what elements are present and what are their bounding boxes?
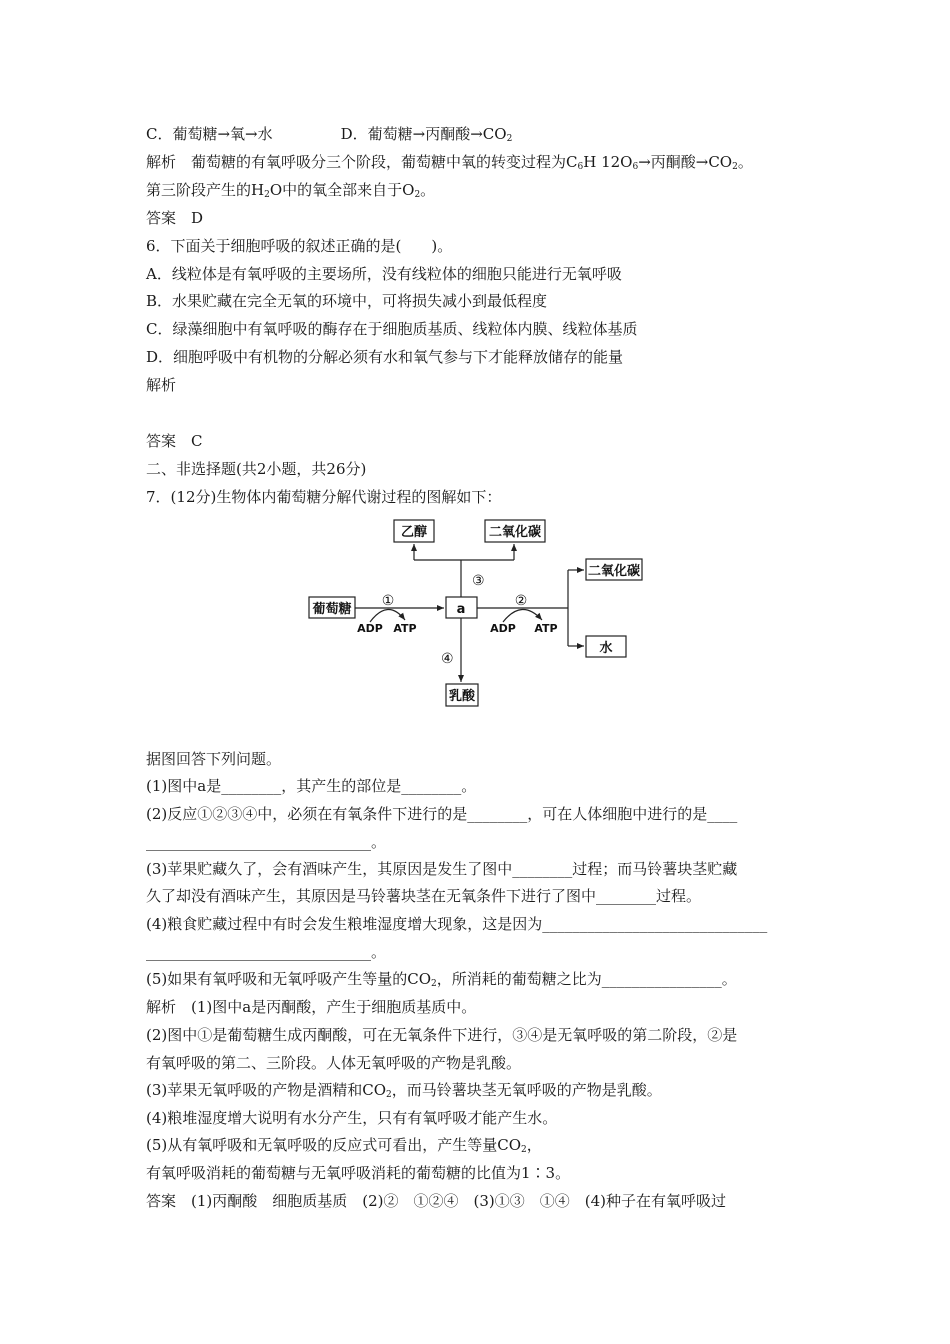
q7-subquestion-1: (1)图中a是________，其产生的部位是________。 [146, 777, 477, 795]
q5-analysis-line1: 解析 葡萄糖的有氧呼吸分三个阶段，葡萄糖中氧的转变过程为$C_6H$ $12O_6\to$丙酮酸$\to CO_2$。 [146, 153, 753, 172]
q6-option-b: B．水果贮藏在完全无氧的环境中，可将损失减小到最低程度 [146, 292, 548, 310]
q7-analysis-3: (3)苹果无氧呼吸的产物是酒精和$CO_2$，而马铃薯块茎无氧呼吸的产物是乳酸。 [146, 1081, 662, 1100]
q5-option-d: D．葡萄糖→丙酮酸→CO [340, 125, 507, 143]
q7-analysis-5: (5)从有氧呼吸和无氧呼吸的反应式可看出，产生等量$CO_2$， [146, 1136, 542, 1155]
q6-option-c: C．绿藻细胞中有氧呼吸的酶存在于细胞质基质、线粒体内膜、线粒体基质 [146, 320, 638, 338]
a-label: a [456, 602, 466, 617]
water-label: 水 [599, 641, 613, 656]
q7-analysis-2-line1: (2)图中①是葡萄糖生成丙酮酸，可在无氧条件下进行，③④是无氧呼吸的第二阶段，②是 [146, 1026, 738, 1044]
q7-subquestion-3-line1: (3)苹果贮藏久了，会有酒味产生，其原因是发生了图中________过程；而马铃薯块茎贮藏 [146, 860, 738, 878]
q7-subquestion-2-line2: ______________________________。 [146, 833, 387, 851]
atp-1-label: ATP [393, 622, 417, 635]
adp-1-label: ADP [357, 622, 383, 635]
step-4-label: ④ [441, 651, 454, 667]
glucose-label: 葡萄糖 [312, 602, 352, 617]
co2-top-label: 二氧化碳 [488, 525, 542, 540]
q6-stem: 6．下面关于细胞呼吸的叙述正确的是( )。 [146, 237, 453, 255]
q5-option-c: C．葡萄糖→氧→水 [146, 125, 273, 143]
q5-options-cd: C．葡萄糖→氧→水 D．葡萄糖→丙酮酸$\to CO_2$ [146, 125, 513, 144]
q6-analysis: 解析 [146, 376, 177, 394]
q7-answer: 答案 (1)丙酮酸 细胞质基质 (2)② ①②④ (3)①③ ①④ (4)种子在有氧呼吸过 [146, 1192, 726, 1210]
q7-subquestion-4-line2: ______________________________。 [146, 943, 387, 961]
q7-subquestion-4-line1: (4)粮食贮藏过程中有时会发生粮堆湿度增大现象，这是因为______________________________ [146, 915, 768, 933]
q7-analysis-1: 解析 (1)图中a是丙酮酸，产生于细胞质基质中。 [146, 998, 477, 1016]
step-2-label: ② [514, 593, 528, 609]
q7-analysis-4: (4)粮堆湿度增大说明有水分产生，只有有氧呼吸才能产生水。 [146, 1109, 558, 1127]
q7-intro: 据图回答下列问题。 [146, 750, 282, 768]
q6-option-a: A．线粒体是有氧呼吸的主要场所，没有线粒体的细胞只能进行无氧呼吸 [146, 265, 622, 283]
q7-subquestion-3-line2: 久了却没有酒味产生，其原因是马铃薯块茎在无氧条件下进行了图中________过程。 [146, 887, 702, 905]
q7-stem: 7．(12分)生物体内葡萄糖分解代谢过程的图解如下： [146, 488, 502, 506]
lactic-label: 乳酸 [448, 689, 476, 704]
step-3-label: ③ [472, 573, 485, 589]
q6-answer: 答案 C [146, 432, 203, 450]
q7-subquestion-2-line1: (2)反应①②③④中，必须在有氧条件下进行的是________，可在人体细胞中进行的是____ [146, 805, 738, 823]
q7-analysis-6: 有氧呼吸消耗的葡萄糖与无氧呼吸消耗的葡萄糖的比值为1∶3。 [146, 1164, 571, 1182]
q7-analysis-2-line2: 有氧呼吸的第二、三阶段。人体无氧呼吸的产物是乳酸。 [146, 1054, 522, 1072]
section-heading: 二、非选择题(共2小题，共26分) [146, 460, 367, 478]
atp-2-label: ATP [534, 622, 558, 635]
step-1-label: ① [381, 593, 395, 609]
q7-subquestion-5: (5)如果有氧呼吸和无氧呼吸产生等量的$CO_2$，所消耗的葡萄糖之比为________________。 [146, 970, 737, 989]
adp-2-label: ADP [490, 622, 516, 635]
ethanol-label: 乙醇 [400, 525, 428, 540]
q5-answer: 答案 D [146, 209, 204, 227]
co2-right-label: 二氧化碳 [587, 564, 641, 579]
q5-analysis-line2: 第三阶段产生的$H_2O$中的氧全部来自于$O_2$。 [146, 181, 436, 200]
q6-option-d: D．细胞呼吸中有机物的分解必须有水和氧气参与下才能释放储存的能量 [146, 348, 624, 366]
